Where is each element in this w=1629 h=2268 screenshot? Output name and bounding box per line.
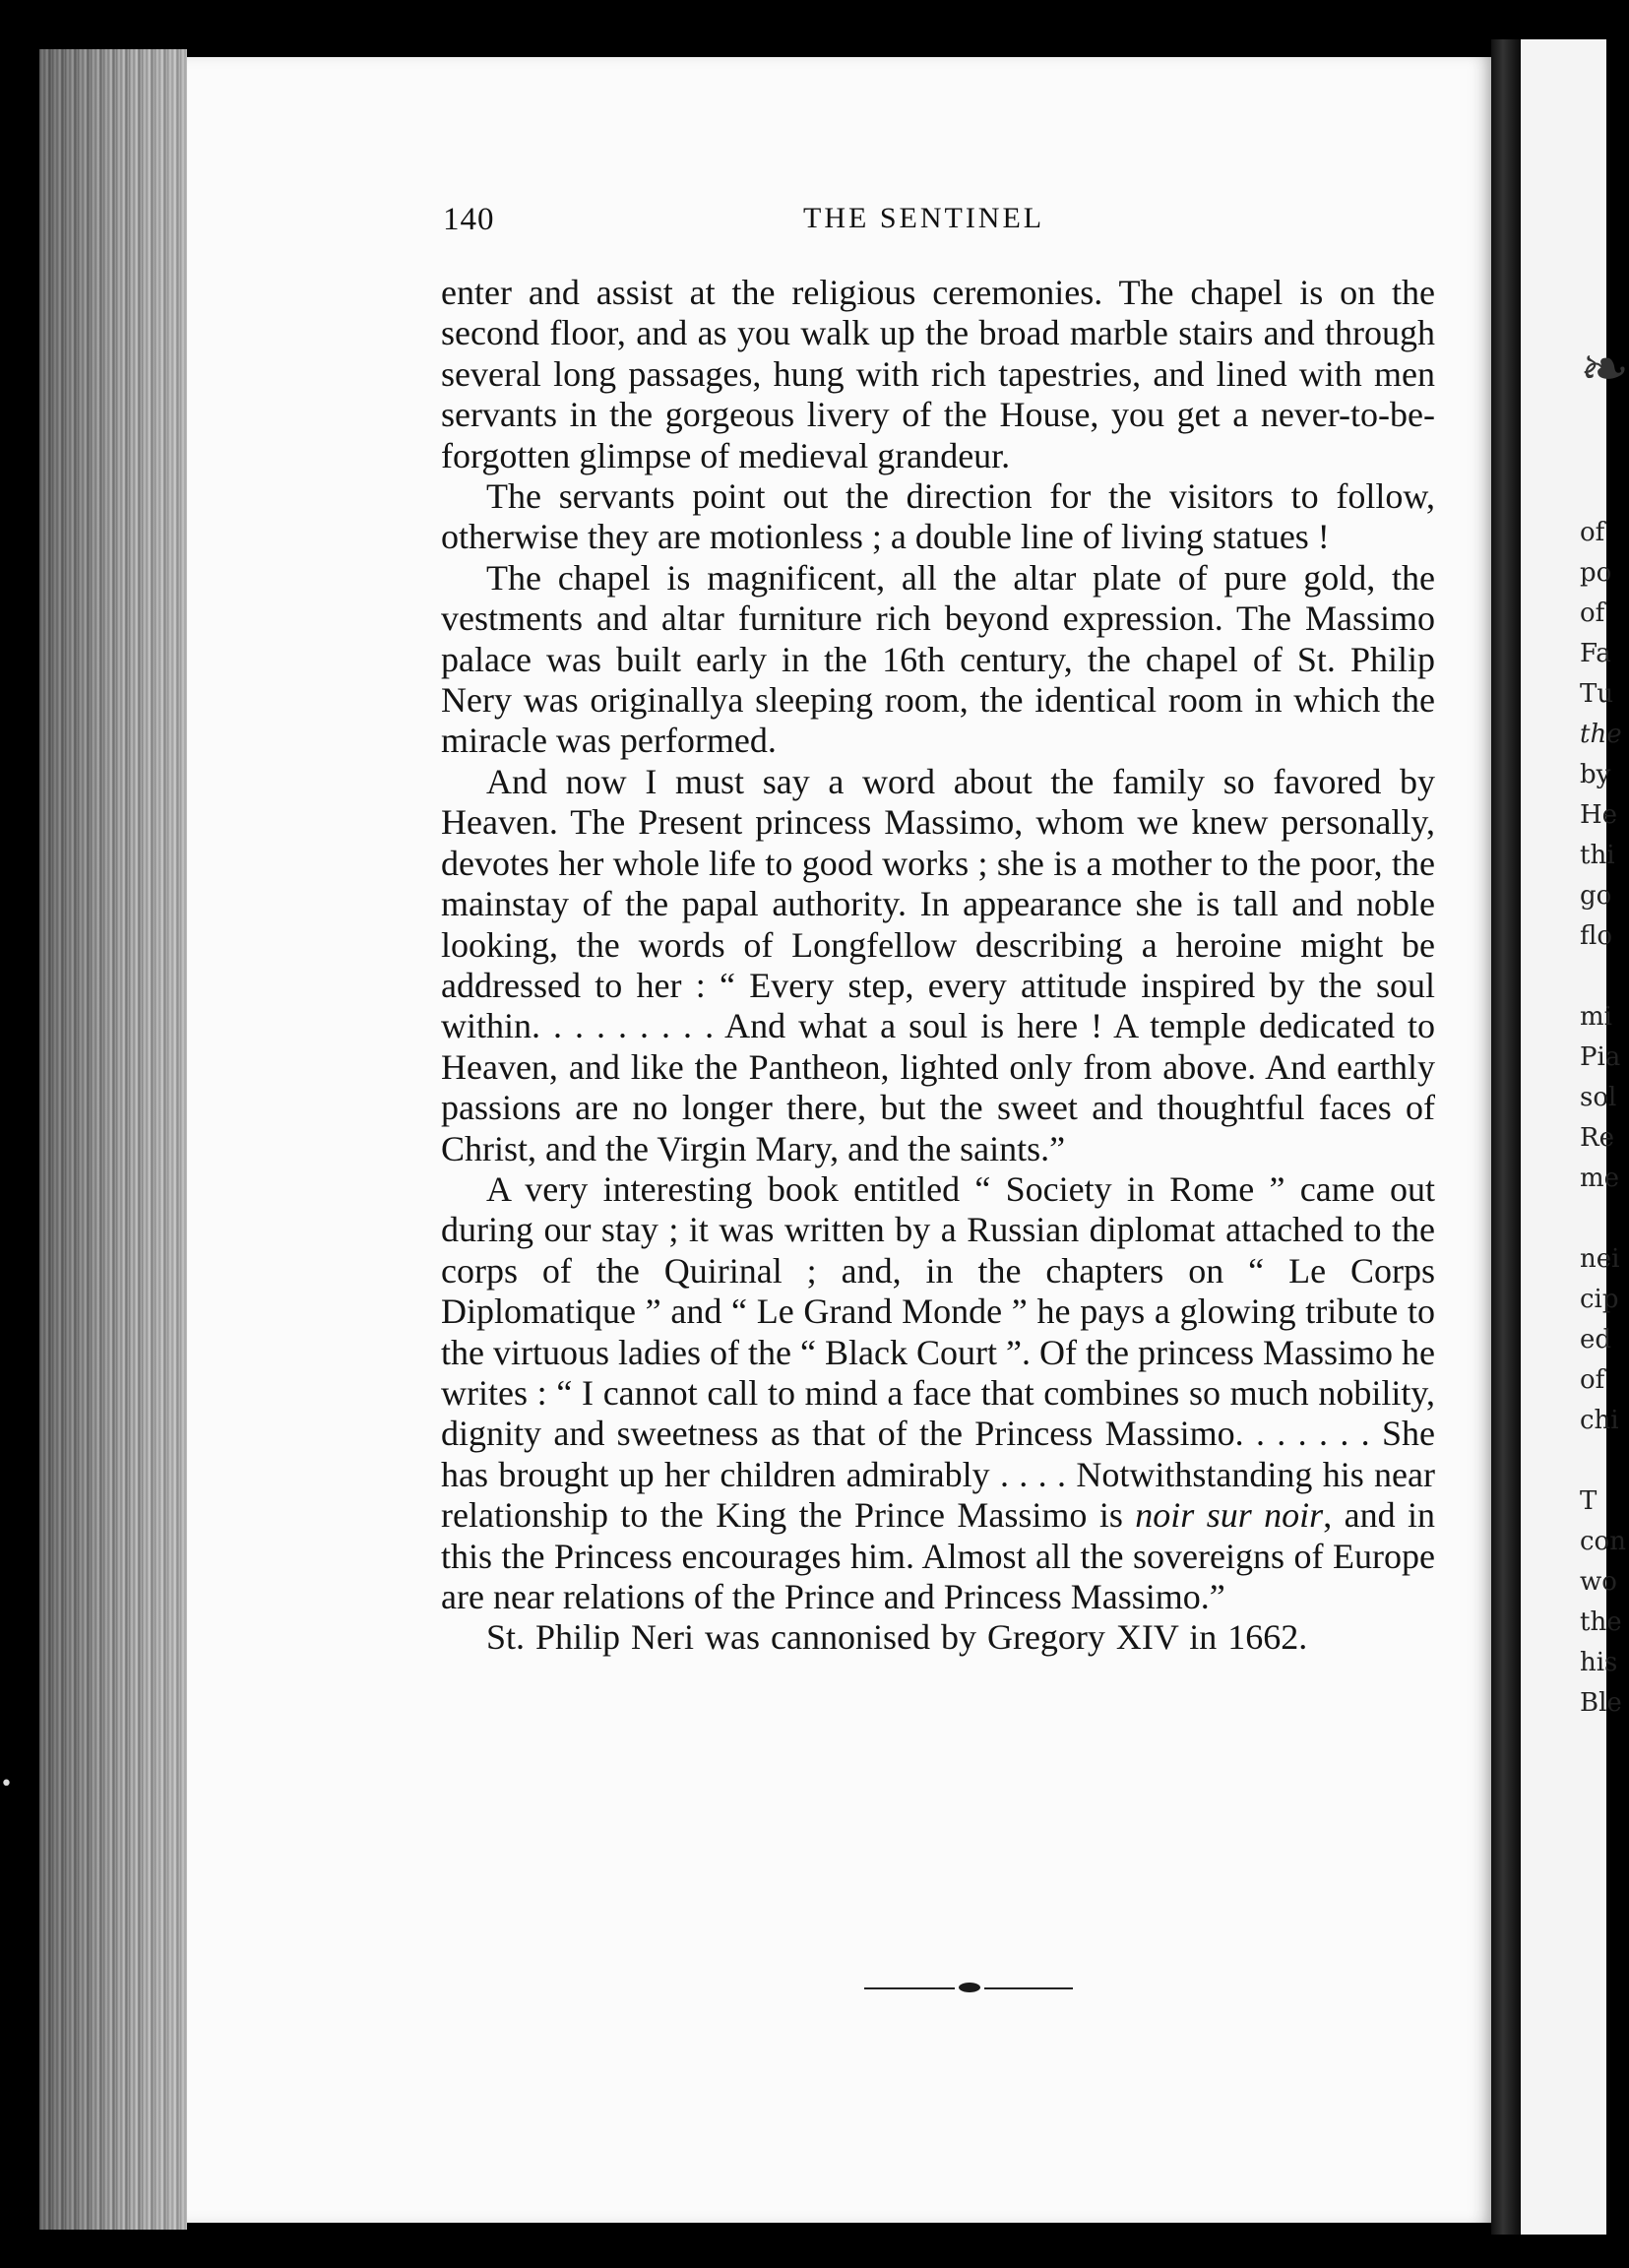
facing-text-fragment: Pia [1580,1042,1621,1072]
paragraph-text: , and in this the Princess encourages him. Almost all the sovereigns of Europe are near relations of the Prince and Princess Massimo.” [441,1495,1436,1616]
facing-page [1521,39,1629,2235]
book-gutter [1491,39,1521,2235]
facing-text-fragment: mi [1580,1002,1612,1032]
paragraph: enter and assist at the religious ceremonies. The chapel is on the second floor, and as you walk up the broad marble stairs and through several long passages, hung with rich tapestries, and lined with men servants in the gorgeous livery of the House, you get a never-to-be-forgotten glimpse of medieval grandeur. [441,273,1435,475]
facing-text-fragment: Fa [1580,639,1611,668]
paragraph-text: A very interesting book entitled “ Society in Rome ” came out during our stay ; it was written by a Russian diplomat attached to the corps of the Quirinal ; and, in the chapters on “ Le Corps Diplomatique ” and “ Le Grand Monde ” he pays a glowing tribute to the virtuous ladies of the “ Black Court ”. Of the princess Massimo he writes : “ I cannot call to mind a face that combines so much nobility, dignity and sweetness as that of the Princess Massimo. . . . . . . She has brought up her children admirably . . . . Notwithstanding his near relationship to the King the Prince Massimo is [441,1168,1435,1536]
facing-text-fragment: Tu [1580,679,1614,709]
facing-text-fragment: of [1580,518,1605,547]
facing-text-fragment: flo [1580,921,1612,951]
page-number: 140 [443,202,495,237]
facing-text-fragment: po [1580,558,1612,588]
facing-text-fragment: Ble [1580,1688,1622,1718]
paragraph: The chapel is magnificent, all the altar plate of pure gold, the vestments and altar furniture rich beyond expression. The Massimo palace was built early in the 16th century, the chapel of St. Philip Nery was originallya sleeping room, the identical room in which the miracle was performed. [441,557,1435,761]
facing-text-fragment: sol [1580,1083,1617,1112]
facing-text-fragment: nei [1580,1244,1620,1274]
facing-text-fragment: the [1580,1607,1622,1637]
paragraph: The servants point out the direction for the visitors to follow, otherwise they are motionless ; a double line of living statues ! [441,476,1435,557]
facing-text-fragment: chi [1580,1406,1619,1435]
ornament-fragment: ❧ [1580,335,1629,404]
ornament-line-right [984,1987,1073,1989]
section-end-ornament [864,1979,1073,1998]
page-edges-shade [39,49,187,2230]
paragraph: St. Philip Neri was cannonised by Gregory XIV in 1662. [486,1617,1308,1658]
running-title: THE SENTINEL [803,202,1045,234]
paragraph [441,1169,1435,1617]
facing-text-fragment: wo [1580,1567,1617,1597]
facing-text-fragment: Re [1580,1123,1614,1153]
facing-text-fragment: con [1580,1527,1626,1556]
facing-text-fragment: cip [1580,1285,1619,1314]
facing-text-fragment: by [1580,760,1611,789]
facing-text-fragment: of [1580,1365,1605,1395]
paragraph: And now I must say a word about the family so favored by Heaven. The Present princess Massimo, whom we knew personally, devotes her whole life to good works ; she is a mother to the poor, the mainstay of the papal authority. In appearance she is tall and noble looking, the words of Longfellow describing a heroine might be addressed to her : “ Every step, every attitude inspired by the soul within. . . . . . . . . And what a soul is here ! A temple dedicated to Heaven, and like the Pantheon, lighted only from above. And earthly passions are no longer there, but the sweet and thoughtful faces of Christ, and the Virgin Mary, and the saints.” [441,761,1435,1168]
facing-text-fragment: me [1580,1164,1620,1193]
edge-mark: • [0,1772,13,1796]
facing-text-fragment: go [1580,881,1612,911]
facing-text-fragment: T [1580,1486,1598,1516]
facing-text-fragment: He [1580,800,1618,830]
ornament-line-left [864,1987,955,1989]
facing-text-fragment: thi [1580,841,1615,870]
facing-text-fragment: his [1580,1648,1618,1677]
italic-phrase: noir sur noir [1135,1495,1324,1536]
body-text [441,273,1435,1659]
facing-text-fragment: the [1580,720,1622,749]
ornament-center [959,1983,980,1992]
facing-text-fragment: ed [1580,1325,1612,1354]
facing-text-fragment: of [1580,598,1605,628]
running-head [443,202,1427,251]
